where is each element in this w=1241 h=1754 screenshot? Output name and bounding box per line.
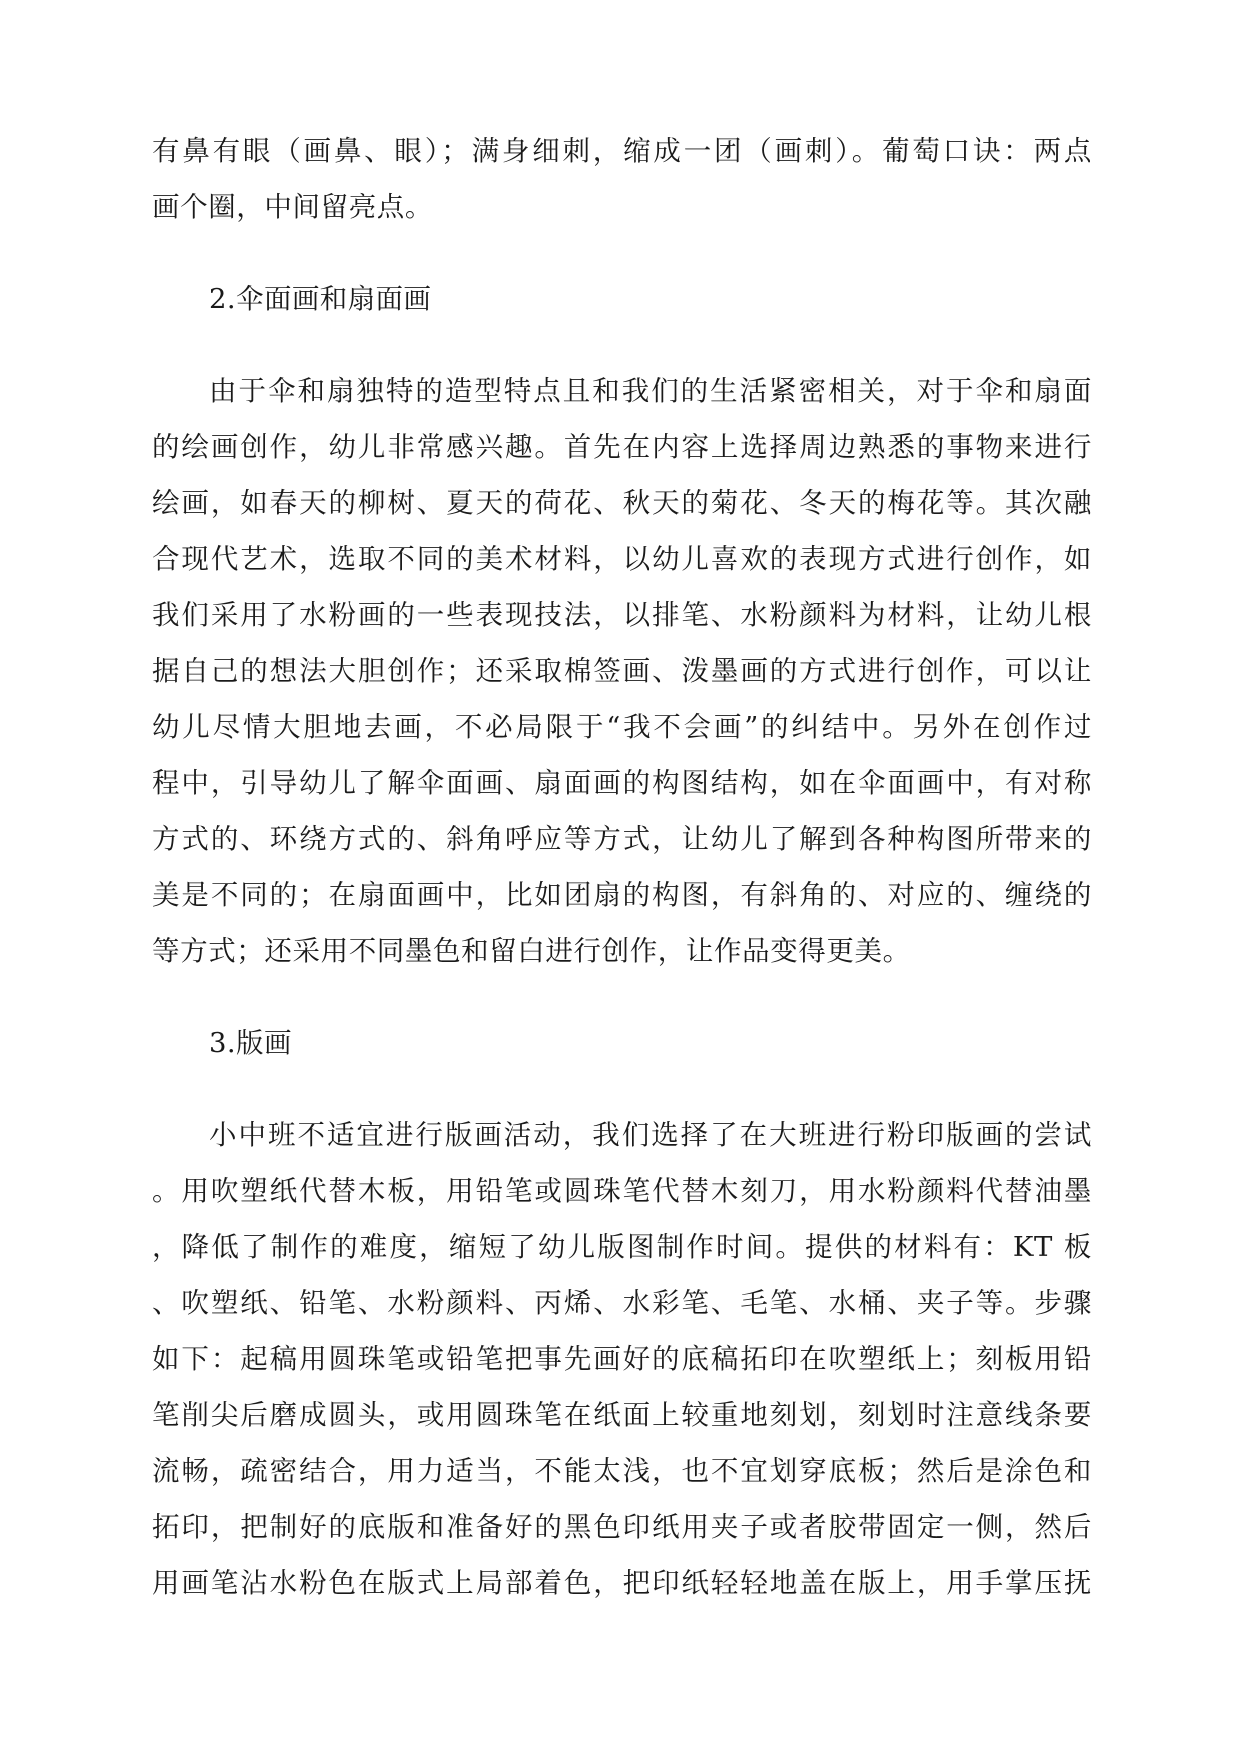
section-heading-fan-umbrella: 2.伞面画和扇面画 — [209, 283, 432, 315]
paragraph-line: 等方式；还采用不同墨色和留白进行创作，让作品变得更美。 — [152, 935, 911, 967]
paragraph-line: 用画笔沾水粉色在版式上局部着色，把印纸轻轻地盖在版上，用手掌压抚 — [152, 1567, 1092, 1599]
paragraph-line: 据自己的想法大胆创作；还采取棉签画、泼墨画的方式进行创作，可以让 — [152, 655, 1092, 687]
paragraph-line: 有鼻有眼（画鼻、眼）；满身细刺，缩成一团（画刺）。葡萄口诀：两点 — [152, 135, 1092, 167]
paragraph-line: 笔削尖后磨成圆头，或用圆珠笔在纸面上较重地刻划，刻划时注意线条要 — [152, 1399, 1092, 1431]
paragraph-line: 由于伞和扇独特的造型特点且和我们的生活紧密相关，对于伞和扇面 — [209, 375, 1092, 407]
paragraph-line: ，降低了制作的难度，缩短了幼儿版图制作时间。提供的材料有：KT 板 — [152, 1231, 1092, 1263]
paragraph-line: 小中班不适宜进行版画活动，我们选择了在大班进行粉印版画的尝试 — [209, 1119, 1092, 1151]
paragraph-line: 幼儿尽情大胆地去画，不必局限于“我不会画”的纠结中。另外在创作过 — [152, 711, 1092, 743]
paragraph-line: 流畅，疏密结合，用力适当，不能太浅，也不宜划穿底板；然后是涂色和 — [152, 1455, 1092, 1487]
paragraph-line: 的绘画创作，幼儿非常感兴趣。首先在内容上选择周边熟悉的事物来进行 — [152, 431, 1092, 463]
paragraph-line: 我们采用了水粉画的一些表现技法，以排笔、水粉颜料为材料，让幼儿根 — [152, 599, 1092, 631]
paragraph-line: 、吹塑纸、铅笔、水粉颜料、丙烯、水彩笔、毛笔、水桶、夹子等。步骤 — [152, 1287, 1092, 1319]
paragraph-line: 拓印，把制好的底版和准备好的黑色印纸用夹子或者胶带固定一侧，然后 — [152, 1511, 1092, 1543]
section-heading-printmaking: 3.版画 — [209, 1027, 292, 1059]
paragraph-line: 合现代艺术，选取不同的美术材料，以幼儿喜欢的表现方式进行创作，如 — [152, 543, 1092, 575]
paragraph-line: 方式的、环绕方式的、斜角呼应等方式，让幼儿了解到各种构图所带来的 — [152, 823, 1092, 855]
paragraph-line: 程中，引导幼儿了解伞面画、扇面画的构图结构，如在伞面画中，有对称 — [152, 767, 1092, 799]
paragraph-line: 画个圈，中间留亮点。 — [152, 191, 433, 223]
paragraph-line: 美是不同的；在扇面画中，比如团扇的构图，有斜角的、对应的、缠绕的 — [152, 879, 1092, 911]
paragraph-line: 如下：起稿用圆珠笔或铅笔把事先画好的底稿拓印在吹塑纸上；刻板用铅 — [152, 1343, 1092, 1375]
paragraph-line: 绘画，如春天的柳树、夏天的荷花、秋天的菊花、冬天的梅花等。其次融 — [152, 487, 1092, 519]
paragraph-line: 。用吹塑纸代替木板，用铅笔或圆珠笔代替木刻刀，用水粉颜料代替油墨 — [152, 1175, 1092, 1207]
